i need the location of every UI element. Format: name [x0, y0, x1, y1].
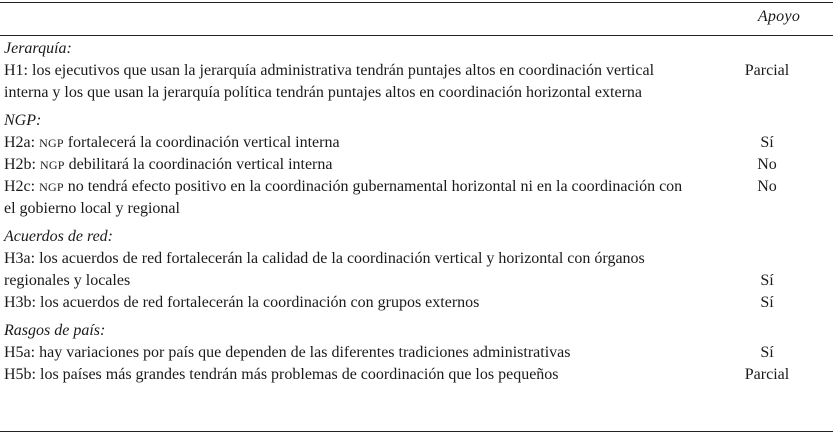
support-value: Sí — [760, 344, 774, 361]
support-column-header: Apoyo — [757, 8, 801, 25]
hypothesis-text: H5b: los países más grandes tendrán más problemas de coordinación que los pequeños — [4, 366, 559, 383]
hypothesis-body: no tendrá efecto positivo en la coordinación gubernamental horizontal ni en la coordinación con el gobierno local y regional — [4, 178, 683, 217]
bottom-rule — [0, 431, 833, 432]
table-body — [4, 38, 833, 386]
support-value: Sí — [760, 294, 774, 311]
hypothesis-text — [4, 154, 700, 176]
ngp-code: NGP — [39, 180, 64, 194]
hypothesis-prefix: H2b: — [4, 156, 40, 173]
table-row-h2a — [4, 132, 833, 154]
ngp-code: NGP — [40, 158, 65, 172]
hypothesis-text: H5a: hay variaciones por país que dependen de las diferentes tradiciones administrativas — [4, 344, 571, 361]
table-row-h3b — [4, 292, 833, 314]
section-title-rasgos-de-pais: Rasgos de país: — [4, 322, 106, 339]
support-value: Sí — [760, 134, 774, 151]
section-title-acuerdos-de-red: Acuerdos de red: — [4, 228, 113, 245]
hypothesis-text — [4, 176, 700, 220]
support-value: Parcial — [744, 62, 790, 79]
hypothesis-text — [4, 132, 700, 154]
table-row-h2b — [4, 154, 833, 176]
hypothesis-text: H3a: los acuerdos de red fortalecerán la calidad de la coordinación vertical y horizontal con órganos regionales y locales — [4, 250, 645, 289]
table-row-h5a — [4, 342, 833, 364]
hypothesis-text: H1: los ejecutivos que usan la jerarquía administrativa tendrán puntajes altos en coordinación vertical interna y los que usan la jerarquía política tendrán puntajes altos en coordinación horizontal externa — [4, 62, 655, 101]
support-value: No — [757, 156, 777, 173]
support-value: Parcial — [744, 366, 790, 383]
section-title-jerarquia: Jerarquía: — [4, 40, 72, 57]
table-row-h3a — [4, 248, 833, 292]
hypothesis-prefix: H2a: — [4, 134, 40, 151]
ngp-code: NGP — [39, 136, 64, 150]
table-row-h2c — [4, 176, 833, 220]
table-row-h1 — [4, 60, 833, 104]
support-value: No — [757, 178, 777, 195]
table-row-h5b — [4, 364, 833, 386]
top-rule — [0, 2, 833, 3]
support-value: Sí — [760, 272, 774, 289]
hypothesis-prefix: H2c: — [4, 178, 40, 195]
hypothesis-body: fortalecerá la coordinación vertical interna — [63, 134, 340, 151]
section-title-ngp: NGP: — [4, 112, 42, 129]
header-rule — [0, 35, 833, 36]
hypothesis-text: H3b: los acuerdos de red fortalecerán la coordinación con grupos externos — [4, 294, 480, 311]
hypothesis-body: debilitará la coordinación vertical interna — [64, 156, 333, 173]
